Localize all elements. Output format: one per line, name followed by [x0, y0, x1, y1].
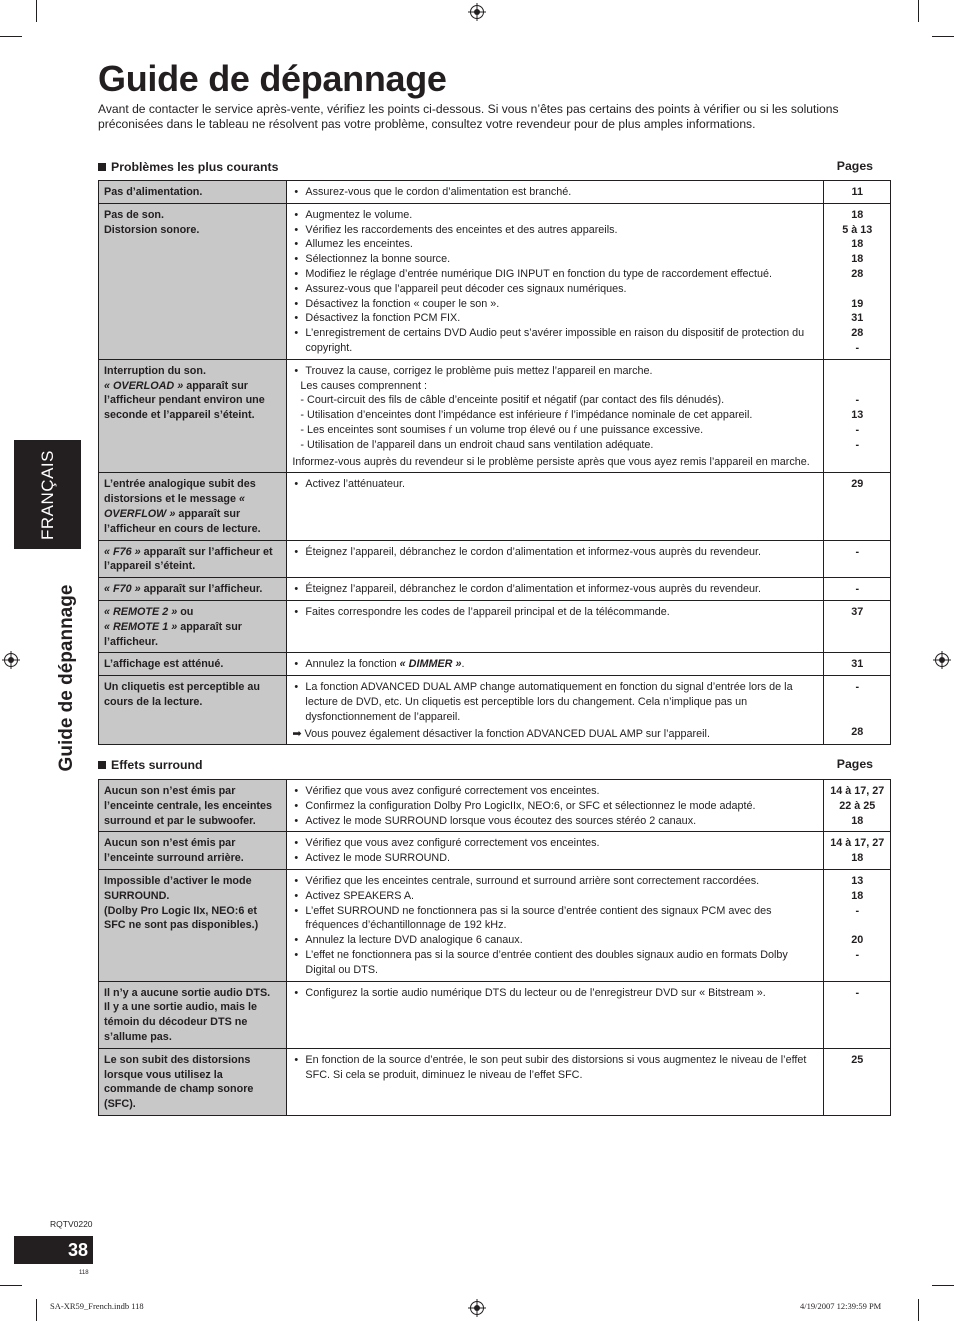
problem-cell	[99, 653, 287, 676]
solution-subitem: - Utilisation de l’appareil dans un endroit chaud sans ventilation adéquate.	[300, 438, 654, 451]
solution-text: Augmentez le volume.	[305, 208, 413, 221]
table-row	[99, 676, 891, 745]
solution-cell	[287, 653, 824, 676]
page-ref: 18	[851, 814, 864, 827]
solution-cell	[287, 832, 824, 870]
solution-cell	[287, 473, 824, 540]
solution-cell	[287, 578, 824, 601]
page-ref: -	[855, 583, 860, 596]
solution-item	[292, 297, 818, 312]
solution-item	[292, 282, 818, 297]
pages-cell	[824, 359, 891, 473]
solution-item	[292, 326, 818, 356]
pages-cell	[824, 181, 891, 204]
table-row	[99, 869, 891, 981]
crop-mark	[932, 1285, 954, 1286]
pages-label: Pages	[836, 159, 873, 173]
problem-cell	[99, 181, 287, 204]
page-ref	[826, 710, 888, 725]
solution-item	[292, 545, 818, 560]
solution-text: Désactivez la fonction PCM FIX.	[305, 312, 461, 325]
problem-text: Le son subit des distorsions lorsque vous utilisez la commande de champ sonore (SFC).	[104, 1053, 254, 1111]
section-heading-common	[98, 160, 873, 174]
page-ref: 18	[851, 852, 864, 865]
solution-cell	[287, 869, 824, 981]
problem-text: Un cliquetis est perceptible au cours de la lecture.	[104, 681, 260, 708]
solution-item	[292, 477, 818, 492]
solution-cell	[287, 203, 824, 359]
page-ref	[826, 918, 888, 933]
registration-mark-icon	[468, 3, 486, 21]
solution-text: Sélectionnez la bonne source.	[305, 253, 451, 266]
file-info: SA-XR59_French.indb 118	[50, 1301, 144, 1311]
solution-list	[292, 605, 818, 620]
solution-text: Activez le mode SURROUND.	[305, 852, 451, 865]
solution-cell	[287, 540, 824, 578]
solution-item	[292, 851, 818, 866]
solution-item	[292, 311, 818, 326]
solution-subitem: - Court-circuit des fils de câble d’enceinte positif et négatif (par contact des fils dénudés).	[300, 394, 725, 407]
problem-text: Impossible d’activer le mode SURROUND.	[104, 874, 252, 902]
problem-cell	[99, 203, 287, 359]
solution-text: Activez le mode SURROUND lorsque vous écoutez des sources stéréo 2 canaux.	[305, 814, 697, 827]
problem-text: Pas de son.	[104, 208, 165, 221]
solution-item	[292, 874, 818, 889]
solution-list	[292, 545, 818, 560]
problem-text: Interruption du son.	[104, 364, 206, 377]
solution-cell	[287, 676, 824, 745]
solution-text: L’effet ne fonctionnera pas si la source d’entrée contient des doubles signaux audio en formats Dolby Digital ou DTS.	[305, 948, 788, 976]
registration-mark-icon	[468, 1299, 486, 1317]
page-ref: -	[855, 341, 860, 354]
problem-cell	[99, 869, 287, 981]
problem-text: Il n’y a aucune sortie audio DTS.	[104, 986, 271, 999]
pages-cell	[824, 780, 891, 832]
pages-label: Pages	[836, 757, 873, 771]
solution-list	[292, 208, 818, 356]
page-ref: 18	[851, 238, 864, 251]
page-ref: 14 à 17, 27	[830, 785, 885, 797]
solution-subitem: Les causes comprennent :	[300, 379, 428, 392]
solution-item	[292, 223, 818, 238]
solution-text: Modifiez le réglage d’entrée numérique DIG INPUT en fonction du type de raccordement effectué.	[305, 267, 772, 280]
solution-item	[292, 836, 818, 851]
page-ref: -	[855, 904, 860, 917]
solution-list	[292, 874, 818, 978]
problem-message: « F76 »	[104, 545, 141, 558]
solution-text: Assurez-vous que l’appareil peut décoder ces signaux numériques.	[305, 282, 627, 295]
page-ref	[826, 695, 888, 710]
table-row	[99, 181, 891, 204]
table-row	[99, 203, 891, 359]
problem-cell	[99, 540, 287, 578]
problem-cell	[99, 359, 287, 473]
problem-cell	[99, 780, 287, 832]
solution-item	[292, 814, 818, 829]
crop-mark	[36, 1299, 37, 1321]
side-section-title: Guide de dépannage	[56, 584, 77, 772]
problem-message: « REMOTE 2 »	[104, 605, 178, 618]
page-ref: 22 à 25	[839, 799, 876, 812]
solution-subitem: - Utilisation d’enceintes dont l’impédance est inférieure ŕ l’impédance nominale de cet appareil.	[300, 409, 753, 422]
solution-text: Annulez la lecture DVD analogique 6 canaux.	[305, 934, 523, 947]
solution-list	[292, 364, 818, 470]
crop-mark	[0, 36, 22, 37]
solution-item	[292, 986, 818, 1001]
table-row	[99, 473, 891, 540]
solution-item	[292, 252, 818, 267]
solution-text: Configurez la sortie audio numérique DTS du lecteur ou de l’enregistreur DVD sur « Bitstream ».	[305, 986, 766, 999]
problem-text: apparaît sur l’afficheur et l’appareil s’éteint.	[104, 545, 273, 573]
problem-text: Aucun son n’est émis par l’enceinte surround arrière.	[104, 837, 244, 865]
page-ref: 18	[851, 208, 864, 221]
print-datetime: 4/19/2007 12:39:59 PM	[800, 1301, 882, 1311]
solution-item	[292, 364, 818, 379]
pages-cell	[824, 540, 891, 578]
solution-text: Vérifiez que les enceintes centrale, surround et surround arrière sont correctement raccordées.	[305, 874, 760, 887]
solution-item	[292, 237, 818, 252]
solution-text: Désactivez la fonction « couper le son ».	[305, 297, 500, 310]
page-ref: -	[855, 394, 860, 407]
solution-text: Faites correspondre les codes de l’appareil principal et de la télécommande.	[305, 605, 670, 618]
pages-cell	[824, 869, 891, 981]
problem-text: (Dolby Pro Logic IIx, NEO:6 et SFC ne sont pas disponibles.)	[104, 904, 259, 932]
solution-item	[292, 185, 818, 200]
page-number: 38	[67, 1240, 88, 1260]
table-row	[99, 981, 891, 1048]
solution-item	[292, 1053, 818, 1083]
page-ref: 37	[851, 605, 864, 618]
problem-cell	[99, 981, 287, 1048]
page-ref: 20	[851, 934, 864, 947]
problem-text: Pas d’alimentation.	[104, 186, 203, 198]
table-row	[99, 359, 891, 473]
language-label: FRANÇAIS	[37, 449, 57, 540]
troubleshooting-table-surround	[98, 779, 891, 1116]
crop-mark	[36, 0, 37, 22]
solution-list	[292, 1053, 818, 1083]
page-number-small: 118	[79, 1270, 89, 1276]
problem-message: « REMOTE 1 »	[104, 620, 178, 633]
solution-list	[292, 836, 818, 866]
solution-item	[292, 267, 818, 282]
solution-text: Trouvez la cause, corrigez le problème puis mettez l’appareil en marche.	[305, 364, 653, 377]
solution-note: ➡ Vous pouvez également désactiver la fonction ADVANCED DUAL AMP sur l’appareil.	[292, 727, 710, 740]
pages-cell	[824, 1048, 891, 1115]
solution-text: Activez SPEAKERS A.	[305, 889, 415, 902]
problem-text: Il y a une sortie audio, mais le témoin du décodeur DTS ne s’allume pas.	[104, 1001, 258, 1043]
crop-mark	[918, 0, 919, 22]
section-title: Effets surround	[111, 758, 203, 772]
page-ref: 13	[851, 409, 864, 422]
solution-item	[292, 582, 818, 597]
page-ref: -	[855, 423, 860, 436]
table-row	[99, 780, 891, 832]
solution-item	[292, 605, 818, 620]
pages-cell	[824, 600, 891, 652]
solution-text: Activez l’atténuateur.	[305, 478, 406, 491]
pages-cell	[824, 473, 891, 540]
page-ref: 28	[851, 267, 864, 280]
solution-text: Confirmez la configuration Dolby Pro LogicIIx, NEO:6, or SFC et sélectionnez le mode adapté.	[305, 799, 756, 812]
solution-list	[292, 477, 818, 492]
solution-text: Vérifiez que vous avez configuré correctement vos enceintes.	[305, 837, 600, 850]
solution-note: Informez-vous auprès du revendeur si le problème persiste après que vous ayez remis l’appareil en marche.	[292, 455, 810, 468]
crop-mark	[918, 1299, 919, 1321]
page-ref: 31	[851, 312, 864, 325]
page-ref: -	[855, 948, 860, 961]
solution-text: .	[461, 658, 465, 671]
solution-list	[292, 582, 818, 597]
table-row	[99, 1048, 891, 1115]
page-ref	[826, 379, 888, 394]
table-row	[99, 653, 891, 676]
problem-text: Distorsion sonore.	[104, 223, 200, 236]
section-title: Problèmes les plus courants	[111, 160, 279, 174]
page-title: Guide de dépannage	[98, 58, 447, 99]
solution-item	[292, 933, 818, 948]
troubleshooting-table-common	[98, 180, 891, 745]
table-row	[99, 540, 891, 578]
solution-item	[292, 208, 818, 223]
page-ref: 11	[851, 186, 863, 198]
page-ref: 18	[851, 889, 864, 902]
solution-keyword: « DIMMER »	[399, 658, 462, 671]
problem-text: apparaît sur l’afficheur.	[104, 620, 243, 648]
page-ref: 29	[851, 478, 864, 491]
solution-item	[292, 948, 818, 978]
problem-cell	[99, 578, 287, 601]
page-ref: 28	[851, 725, 864, 738]
page-ref: 28	[851, 327, 864, 340]
solution-text: Éteignez l’appareil, débranchez le cordon d’alimentation et informez-vous auprès du revendeur.	[305, 545, 761, 558]
solution-item	[292, 889, 818, 904]
problem-text: apparaît sur l’afficheur pendant environ une seconde et l’appareil s’éteint.	[104, 379, 265, 422]
page-ref: 25	[851, 1053, 864, 1066]
solution-text: Allumez les enceintes.	[305, 238, 413, 251]
solution-list	[292, 784, 818, 828]
solution-text: Annulez la fonction	[305, 658, 400, 671]
problem-message: « OVERFLOW »	[104, 493, 246, 520]
page-ref: -	[855, 986, 860, 999]
problem-message: « OVERLOAD »	[104, 379, 184, 392]
pages-cell	[824, 832, 891, 870]
problem-message: « F70 »	[104, 583, 141, 596]
problem-text: apparaît sur l’afficheur en cours de lecture.	[104, 507, 261, 535]
document-code: RQTV0220	[50, 1219, 93, 1229]
registration-mark-icon	[933, 651, 951, 669]
solution-item	[292, 799, 818, 814]
problem-text: Aucun son n’est émis par l’enceinte centrale, les enceintes surround et par le subwoofer.	[104, 785, 273, 827]
solution-item	[292, 904, 818, 934]
solution-text: L’effet SURROUND ne fonctionnera pas si la source d’entrée contient des signaux PCM avec des fréquences d’échantillonnage de 192 kHz.	[305, 904, 772, 932]
square-bullet-icon	[98, 761, 106, 769]
pages-cell	[824, 203, 891, 359]
page-ref: 18	[851, 253, 864, 266]
pages-cell	[824, 676, 891, 745]
page-ref: 13	[851, 874, 864, 887]
solution-item	[292, 680, 818, 724]
solution-list	[292, 986, 818, 1001]
solution-text: Vérifiez les raccordements des enceintes et des autres appareils.	[305, 223, 618, 236]
solution-text: Vérifiez que vous avez configuré correctement vos enceintes.	[305, 785, 600, 797]
problem-text: ou	[177, 605, 194, 618]
language-tab	[14, 440, 81, 549]
solution-cell	[287, 981, 824, 1048]
problem-cell	[99, 832, 287, 870]
page-ref: -	[855, 438, 860, 451]
page-ref: 14 à 17, 27	[830, 837, 885, 850]
section-heading-surround	[98, 758, 873, 772]
problem-cell	[99, 600, 287, 652]
solution-text: L’enregistrement de certains DVD Audio peut s’avérer impossible en raison du dispositif de protection du copyright.	[305, 327, 805, 354]
page-number-box	[14, 1236, 93, 1264]
problem-cell	[99, 1048, 287, 1115]
table-row	[99, 600, 891, 652]
solution-list	[292, 680, 818, 741]
solution-text: Assurez-vous que le cordon d’alimentation est branché.	[305, 186, 572, 198]
solution-cell	[287, 600, 824, 652]
crop-mark	[0, 1285, 22, 1286]
problem-text: L’affichage est atténué.	[104, 658, 224, 671]
problem-cell	[99, 473, 287, 540]
page-ref: 19	[851, 297, 864, 310]
solution-list	[292, 185, 818, 200]
page-ref: 5 à 13	[842, 223, 873, 236]
page-ref	[826, 282, 888, 297]
solution-cell	[287, 780, 824, 832]
solution-subitem: - Les enceintes sont soumises ŕ un volume trop élevé ou ŕ une puissance excessive.	[300, 423, 704, 436]
solution-cell	[287, 359, 824, 473]
solution-list	[292, 657, 818, 672]
solution-cell	[287, 1048, 824, 1115]
table-row	[99, 832, 891, 870]
problem-text: L’entrée analogique subit des distorsions et le message	[104, 478, 256, 506]
problem-text: apparaît sur l’afficheur.	[140, 583, 263, 596]
pages-cell	[824, 653, 891, 676]
page-ref: -	[855, 545, 860, 558]
problem-cell	[99, 676, 287, 745]
page-ref	[826, 364, 888, 379]
intro-paragraph: Avant de contacter le service après-vente, vérifiez les points ci-dessous. Si vous n’êtes pas certains des points à vérifier ou si les solutions préconisées dans le tableau ne résolvent pas votre problème, consultez votre revendeur pour de plus amples informations.	[98, 102, 839, 131]
solution-text: En fonction de la source d’entrée, le son peut subir des distorsions si vous augmentez le niveau de l’effet SFC. Si cela se produit, diminuez le niveau de l’effet SFC.	[305, 1053, 807, 1081]
solution-cell	[287, 181, 824, 204]
crop-mark	[932, 36, 954, 37]
page-ref: 31	[851, 658, 864, 671]
registration-mark-icon	[2, 651, 20, 669]
pages-cell	[824, 981, 891, 1048]
solution-item	[292, 657, 818, 672]
square-bullet-icon	[98, 163, 106, 171]
pages-cell	[824, 578, 891, 601]
solution-text: La fonction ADVANCED DUAL AMP change automatiquement en fonction du signal d’entrée lors de la lecture de DVD, etc. Un cliquetis est perceptible lors du changement. Cela n’implique pas un dysfonctionnement de l’appareil.	[305, 681, 793, 723]
page-ref: -	[855, 681, 860, 694]
solution-item	[292, 784, 818, 799]
solution-text: Éteignez l’appareil, débranchez le cordon d’alimentation et informez-vous auprès du revendeur.	[305, 583, 761, 596]
table-row	[99, 578, 891, 601]
